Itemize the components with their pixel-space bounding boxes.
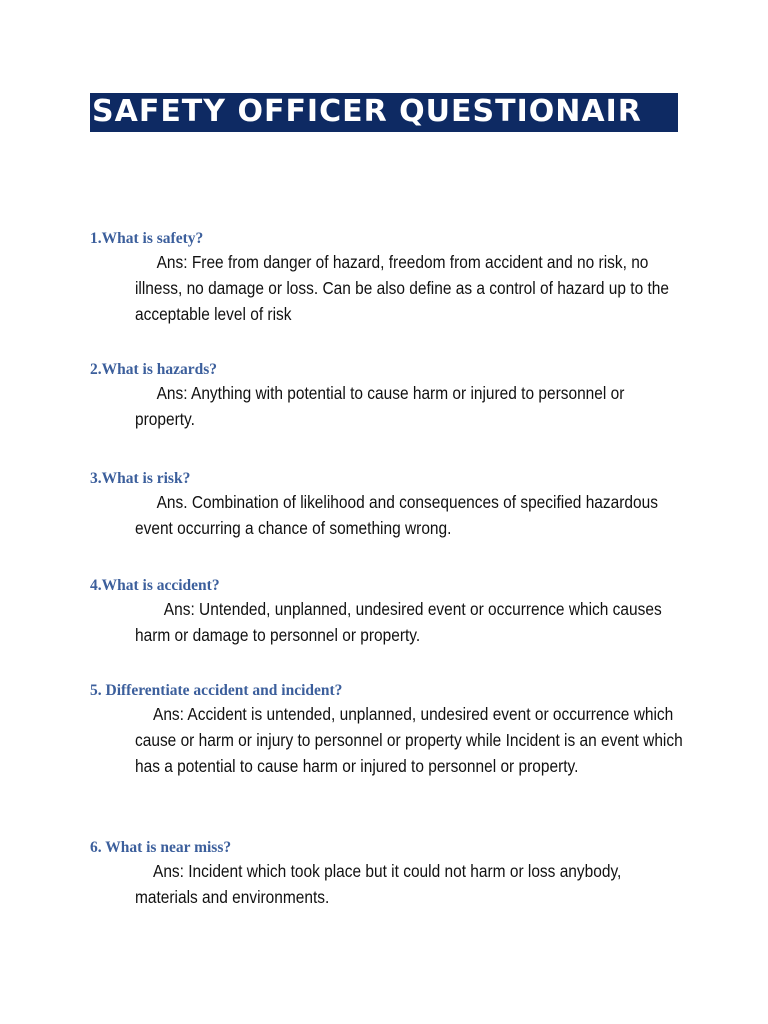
qa-item-4 — [90, 576, 690, 648]
title-banner — [90, 93, 678, 132]
question-5: 5. Differentiate accident and incident? — [90, 682, 343, 699]
question-4: 4.What is accident? — [90, 577, 220, 594]
qa-item-1 — [90, 229, 690, 327]
question-2: 2.What is hazards? — [90, 361, 218, 378]
answer-5: Ans: Accident is untended, unplanned, undesired event or occurrence which cause or harm or injury to personnel or property while Incident is an event which has a potential to cause harm or injured to personnel or property. — [135, 704, 683, 776]
answer-2: Ans: Anything with potential to cause harm or injured to personnel or property. — [135, 383, 625, 429]
question-6: 6. What is near miss? — [90, 839, 232, 856]
qa-item-3 — [90, 469, 690, 541]
question-1: 1.What is safety? — [90, 230, 204, 247]
qa-item-5 — [90, 681, 690, 779]
qa-item-6 — [90, 838, 690, 910]
answer-4: Ans: Untended, unplanned, undesired event or occurrence which causes harm or damage to personnel or property. — [135, 599, 662, 645]
page-title: SAFETY OFFICER QUESTIONAIR — [92, 94, 642, 129]
question-3: 3.What is risk? — [90, 470, 191, 487]
answer-3: Ans. Combination of likelihood and consequences of specified hazardous event occurring a chance of something wrong. — [135, 492, 658, 538]
qa-item-2 — [90, 360, 690, 432]
answer-1: Ans: Free from danger of hazard, freedom from accident and no risk, no illness, no damage or loss. Can be also define as a control of hazard up to the acceptable level of risk — [135, 252, 670, 324]
answer-6: Ans: Incident which took place but it could not harm or loss anybody, materials and environments. — [135, 861, 622, 907]
